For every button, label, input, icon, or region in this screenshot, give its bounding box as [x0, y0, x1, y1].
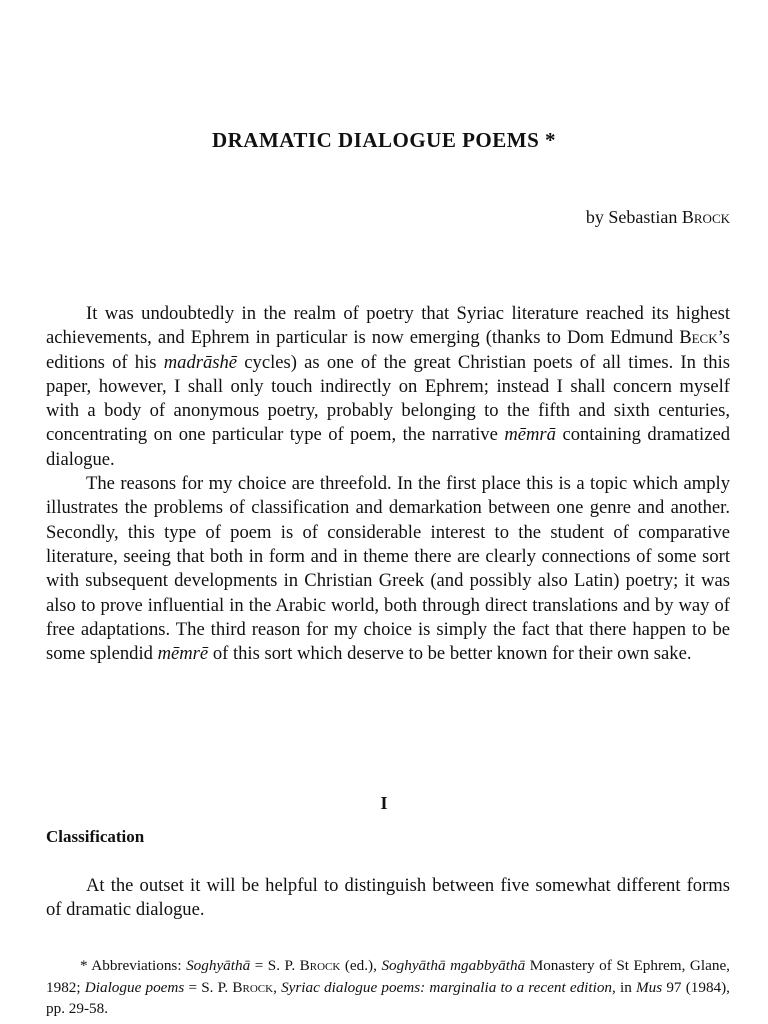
paragraph-2-part-b: of this sort which deserve to be better known for their own sake.	[208, 643, 692, 665]
paragraph-1	[46, 302, 730, 472]
body-text	[46, 302, 730, 666]
footnote-part-a: * Abbreviations:	[80, 957, 187, 974]
footnote-brock-1: Brock	[299, 957, 341, 974]
footnote-mus: Mus	[636, 978, 663, 996]
footnote-part-e: = S. P.	[184, 978, 233, 996]
paragraph-1-part-b: ’s editions of his	[46, 327, 730, 373]
footnote-part-b: = S. P.	[250, 957, 300, 974]
footnote-text	[46, 955, 730, 1020]
footnote-part-h: 97 (1984), pp. 29-58.	[46, 978, 730, 1017]
footnote-soghyatha: Soghyāthā	[186, 957, 251, 974]
madrashe-term: madrāshē	[163, 351, 238, 373]
footnote-part-g: , in	[612, 978, 636, 996]
outset-paragraph-block	[46, 874, 730, 923]
paragraph-1-part-c: cycles) as one of the great Christian poets of all times. In this paper, however, I shall only touch indirectly on Ephrem; instead I shall concern myself with a body of anonymous poetry, probably belonging to the fifth and sixth centuries, concentrating on one particular type of poem, the narrative	[46, 351, 730, 446]
byline	[586, 207, 730, 228]
paragraph-1-part-a: It was undoubtedly in the realm of poetry that Syriac literature reached its highest achievements, and Ephrem in particular is now emerging (thanks to Dom Edmund	[46, 303, 730, 349]
outset-paragraph: At the outset it will be helpful to distinguish between five somewhat different forms of dramatic dialogue.	[46, 875, 730, 921]
paragraph-1-part-d: containing dramatized dialogue.	[46, 424, 730, 470]
footnote-syriac-title: Syriac dialogue poems: marginalia to a recent edition	[281, 978, 613, 996]
footnote-part-d: Monastery of St Ephrem, Glane, 1982;	[46, 957, 730, 996]
memra-term: mēmrā	[504, 424, 556, 446]
beck-name: Beck	[679, 327, 718, 349]
author-surname: Brock	[681, 207, 730, 227]
paragraph-2	[46, 472, 730, 666]
article-title: DRAMATIC DIALOGUE POEMS *	[211, 128, 557, 152]
section-heading: Classification	[46, 827, 145, 846]
footnote-dialogue-poems: Dialogue poems	[84, 978, 185, 996]
section-numeral: I	[380, 793, 388, 813]
footnote	[46, 955, 730, 1020]
byline-prefix: by Sebastian	[585, 207, 682, 227]
paragraph-2-part-a: The reasons for my choice are threefold. In the first place this is a topic which amply illustrates the problems of classification and demarkation between one genre and another. Secondly, this type of poem is of considerable interest to the student of comparative literature, seeing that both in form and in theme there are clearly connections of some sort with subsequent developments in Christian Greek (and possibly also Latin) poetry; it was also to prove influential in the Arabic world, both through direct translations and by way of free adaptations. The third reason for my choice is simply the fact that there happen to be some splendid	[46, 473, 730, 665]
footnote-brock-2: Brock	[232, 978, 274, 996]
memre-term: mēmrē	[157, 643, 209, 665]
footnote-soghyatha-title: Soghyāthā mgabbyāthā	[381, 957, 526, 974]
footnote-part-f: ,	[273, 978, 282, 996]
footnote-part-c: (ed.),	[340, 957, 382, 974]
